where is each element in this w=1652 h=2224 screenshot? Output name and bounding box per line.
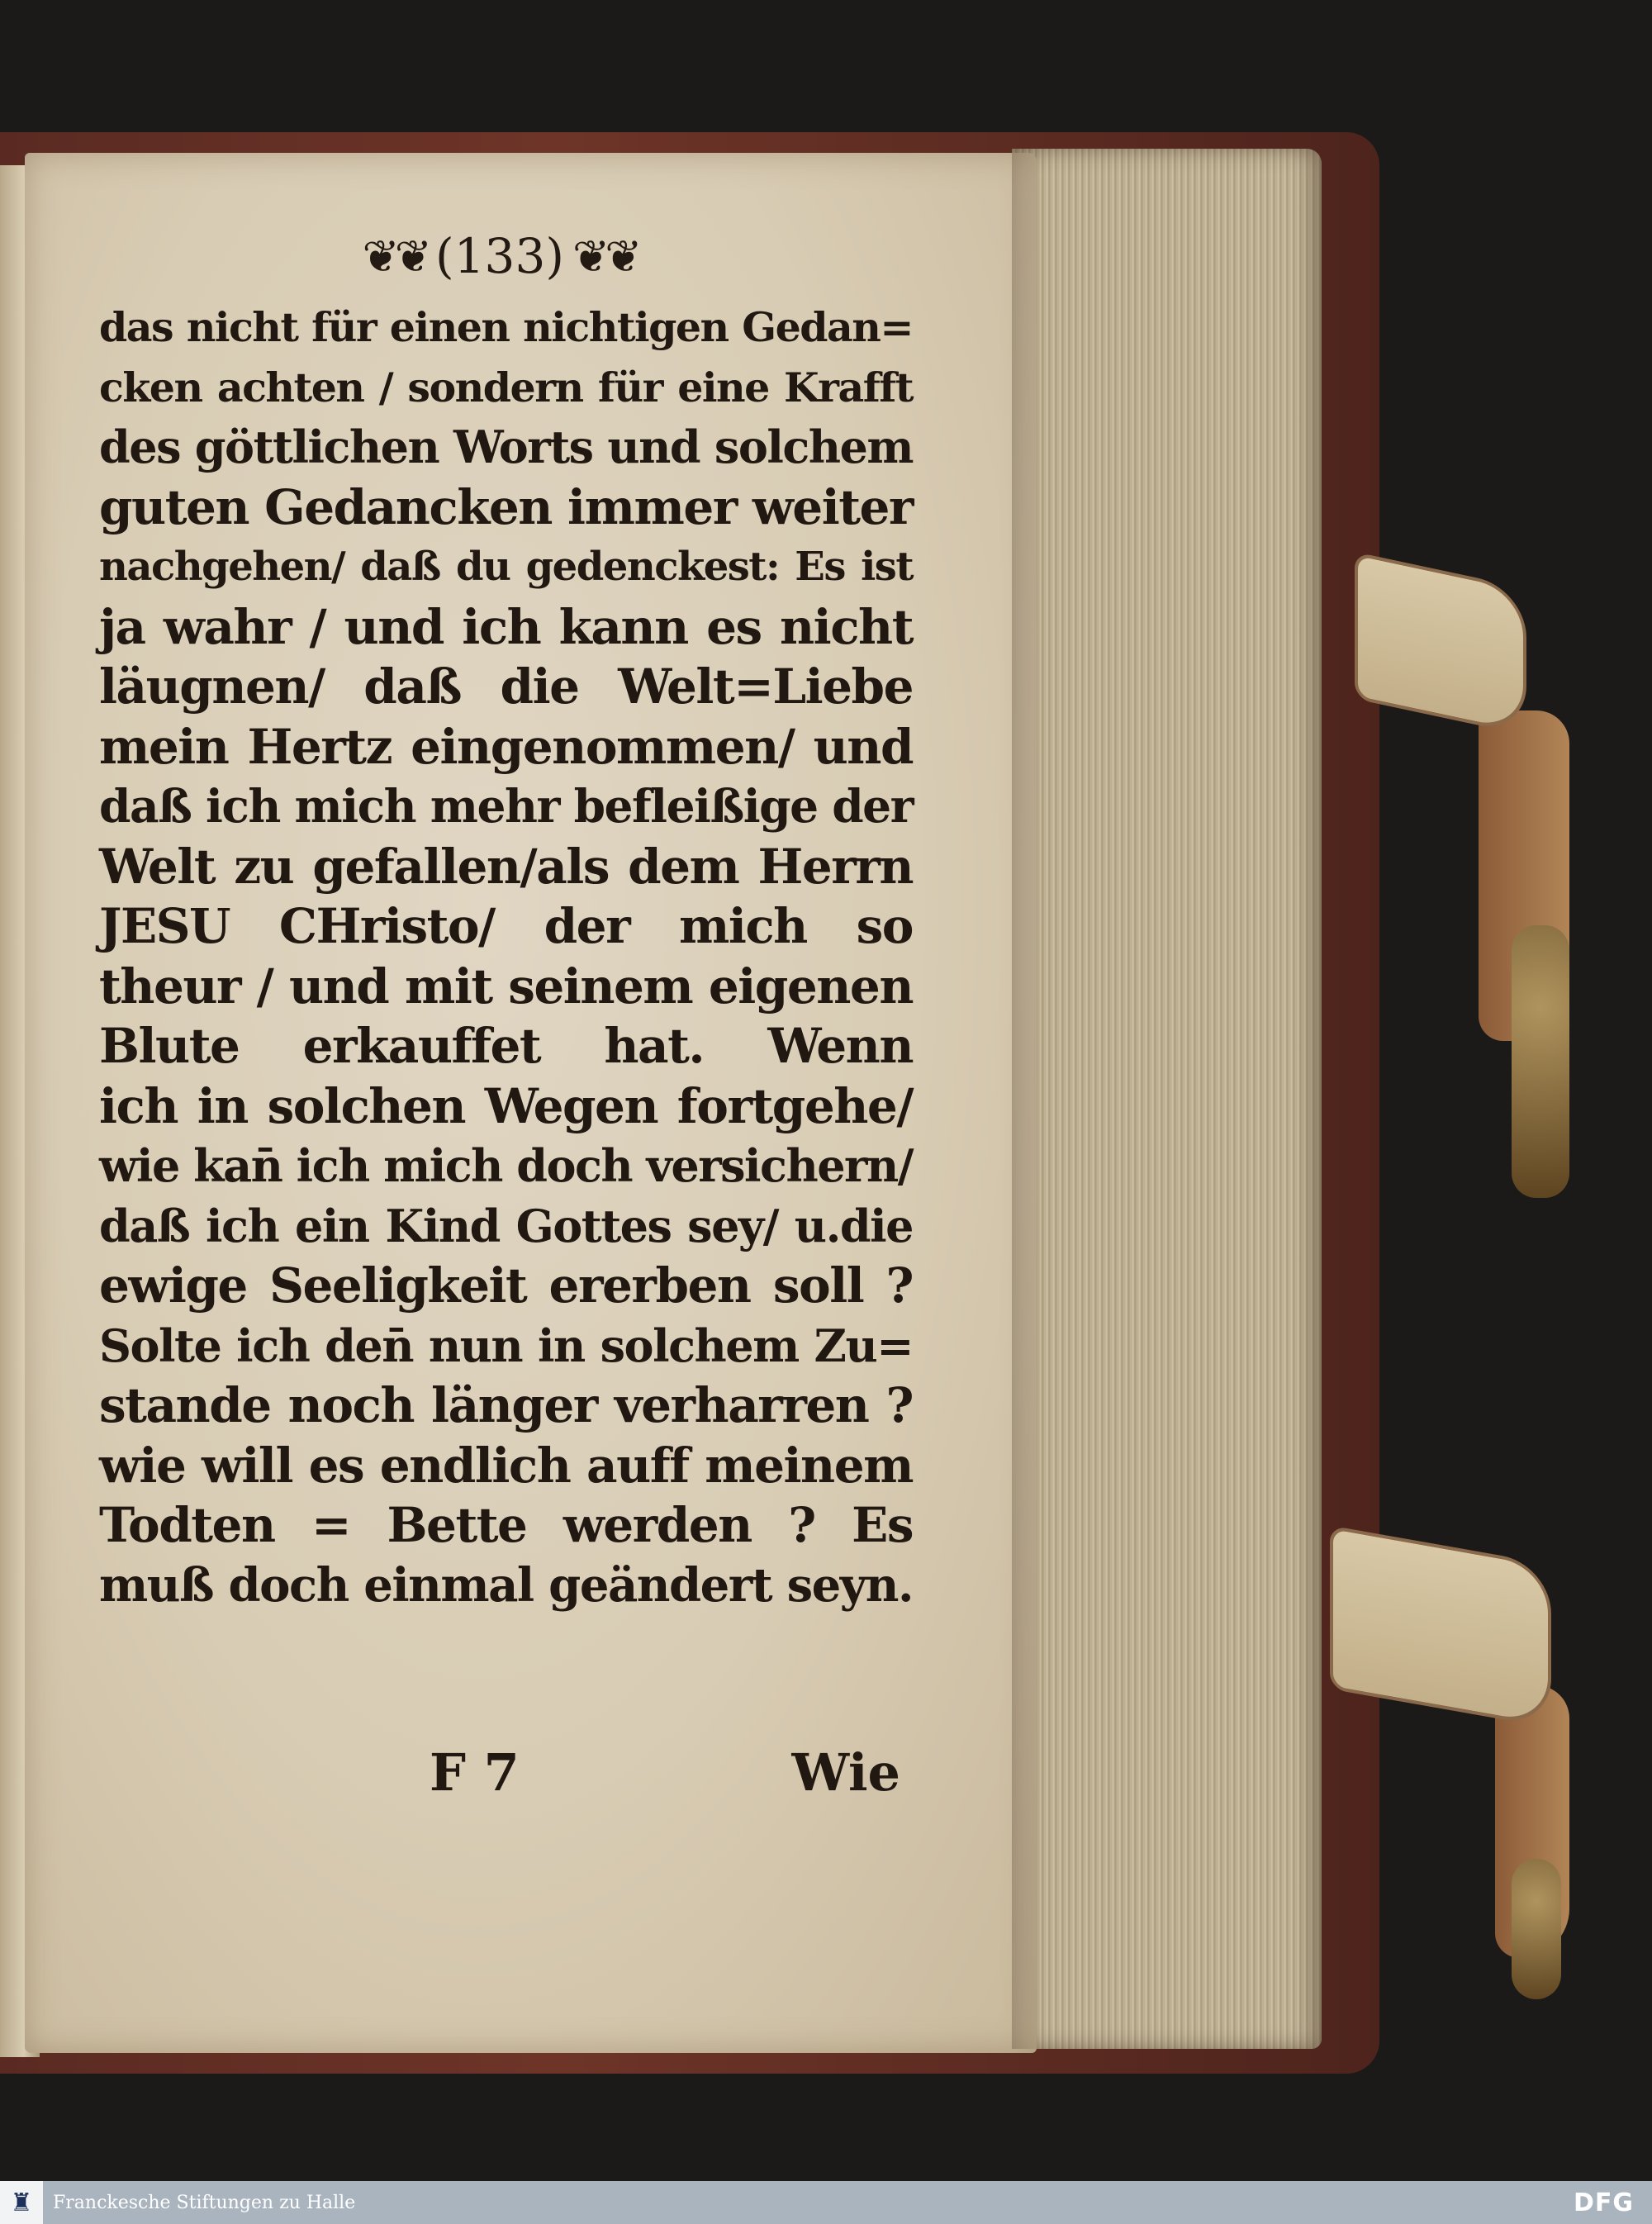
institution-logo-icon[interactable]: ♜ (0, 2181, 43, 2224)
text-line: guten Gedancken immer weiter (99, 478, 913, 535)
page-header (355, 219, 644, 293)
text-line: daß ich ein Kind Gottes sey/ u.die (99, 1199, 913, 1252)
upper-clasp (1355, 552, 1526, 735)
text-line: Blute erkauffet hat. Wenn (99, 1018, 913, 1074)
dfg-logo[interactable]: DFG (1573, 2188, 1634, 2217)
text-line: ja wahr / und ich kann es nicht (99, 598, 913, 655)
gutter-shadow (1012, 149, 1045, 2049)
page-block-edges (1012, 149, 1322, 2049)
text-line: wie will es endlich auff meinem (99, 1437, 913, 1494)
right-ornament-icon: ❦❦ (572, 230, 638, 283)
text-line: cken achten / sondern für eine Krafft (99, 363, 913, 411)
catchword: Wie (791, 1742, 900, 1803)
page-foot (430, 1735, 900, 1809)
text-line: JESU CHristo/ der mich so (99, 898, 913, 954)
text-line: läugnen/ daß die Welt=Liebe (99, 658, 913, 715)
text-line: ich in solchen Wegen fortgehe/ (99, 1077, 913, 1134)
text-line: das nicht für einen nichtigen Gedan= (99, 303, 913, 351)
text-line: Welt zu gefallen/als dem Herrn (99, 838, 913, 895)
upper-clasp-metal (1512, 925, 1569, 1198)
signature-mark: F 7 (430, 1742, 520, 1803)
lower-clasp-metal (1512, 1859, 1561, 1999)
text-line: theur / und mit seinem eigenen (99, 958, 913, 1015)
text-line: nachgehen/ daß du gedenckest: Es ist (99, 544, 913, 590)
text-line: muß doch einmal geändert seyn. (99, 1557, 913, 1613)
institution-name[interactable]: Franckesche Stiftungen zu Halle (53, 2192, 356, 2213)
left-ornament-icon: ❦❦ (362, 230, 428, 283)
text-line: daß ich mich mehr befleißige der (99, 779, 914, 833)
text-line: ewige Seeligkeit ererben soll ? (99, 1257, 913, 1314)
text-line: mein Hertz eingenommen/ und (99, 718, 913, 775)
text-line: Solte ich den̄ nun in solchem Zu= (99, 1319, 913, 1372)
footer-bar (0, 2181, 1652, 2224)
text-line: Todten = Bette werden ? Es (99, 1497, 913, 1553)
text-line: wie kan̄ ich mich doch versichern/ (99, 1139, 913, 1192)
page-number: (133) (435, 228, 564, 284)
page-text (99, 297, 913, 1615)
text-line: stande noch länger verharren ? (99, 1377, 913, 1433)
text-line: des göttlichen Worts und solchem (99, 421, 913, 473)
